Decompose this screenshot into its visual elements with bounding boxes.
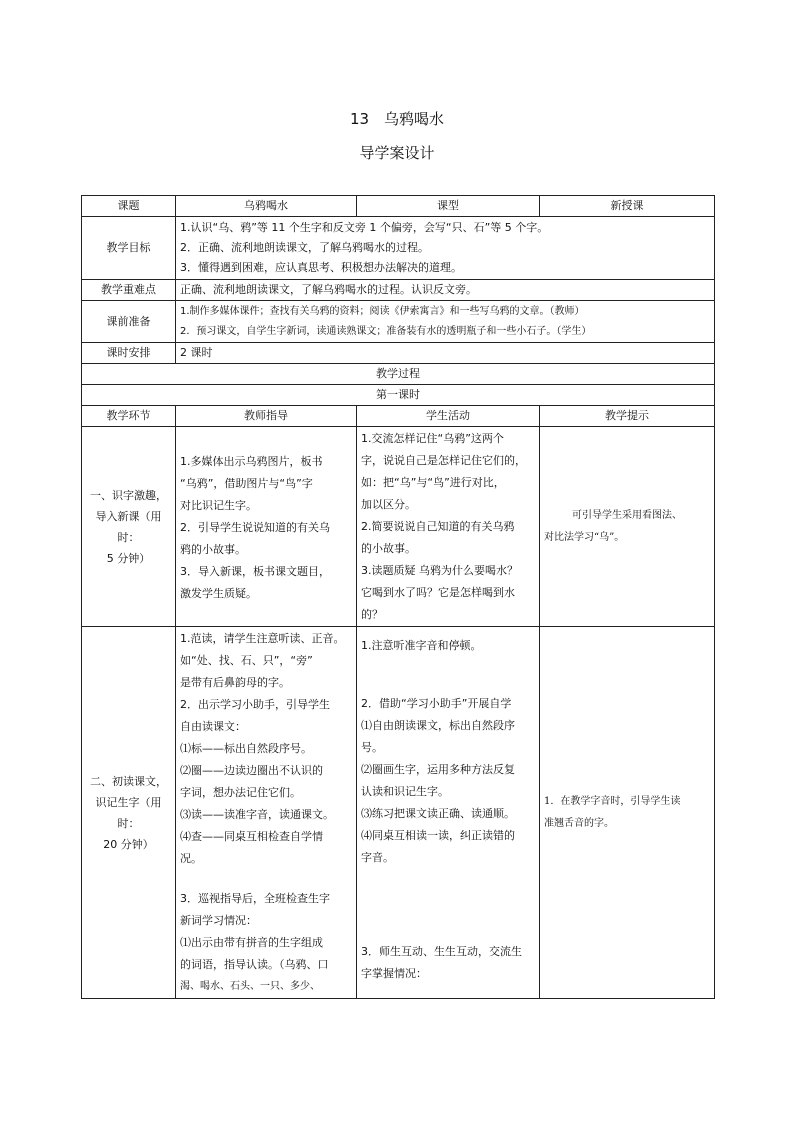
- teacher-line: 1.多媒体出示乌鸦图片，板书: [180, 455, 323, 468]
- student-line: 号。: [361, 741, 383, 754]
- teacher-line: ⑵圈——边读边圈出不认识的: [180, 764, 323, 777]
- key-label: 教学重难点: [82, 280, 176, 301]
- time-row: [82, 343, 715, 364]
- teacher-line: ⑷查——同桌互相检查自学情: [180, 830, 323, 843]
- stage-line: 识记生字（用时：: [95, 795, 162, 830]
- student-line: 加以区分。: [361, 498, 416, 511]
- teacher-cell: [176, 627, 357, 999]
- topic-label: 课题: [82, 196, 176, 217]
- student-line: [361, 905, 535, 923]
- student-cell: [357, 627, 540, 999]
- student-line: 3．师生互动、生生互动，交流生: [361, 945, 522, 958]
- student-line: [361, 923, 535, 941]
- key-value: 正确、流利地朗读课文，了解乌鸦喝水的过程。认识反文旁。: [176, 280, 715, 301]
- stage-line: 二、初读课文，: [90, 774, 167, 788]
- topic-row: [82, 196, 715, 217]
- student-line: 它喝到水了吗？它是怎样喝到水: [361, 586, 515, 599]
- teacher-line: 1.范读，请学生注意听读、正音。: [180, 632, 345, 645]
- teacher-line: ⑴标——标出自然段序号。: [180, 742, 312, 755]
- teacher-line: 况。: [180, 852, 202, 865]
- goals-row: [82, 217, 715, 280]
- time-value: 2 课时: [176, 343, 715, 364]
- stage-line: 一、识字激趣，: [90, 488, 167, 502]
- student-line: ⑶练习把课文读正确、读通顺。: [361, 807, 515, 820]
- student-line: 3.读题质疑 乌鸦为什么要喝水？: [361, 564, 518, 577]
- column-header-row: [82, 406, 715, 427]
- teacher-line: ⑶读——读准字音，读通课文。: [180, 808, 334, 821]
- column-header: 教学提示: [540, 406, 715, 427]
- lesson-plan-table: [81, 195, 715, 999]
- student-line: 如：把“乌”与“鸟”进行对比，: [361, 476, 505, 489]
- student-line: 的？: [361, 608, 383, 621]
- teacher-line: 是带有后鼻韵母的字。: [180, 676, 290, 689]
- teacher-line: 2．出示学习小助手，引导学生: [180, 698, 330, 711]
- student-line: 的小故事。: [361, 542, 416, 555]
- teacher-line: 渴、喝水、石头、一只、多少、: [180, 981, 320, 992]
- stage-cell: [82, 627, 176, 999]
- prep-item: 1.制作多媒体课件；查找有关乌鸦的资料；阅读《伊索寓言》和一些写乌鸦的文章。（教师）: [180, 305, 585, 317]
- teacher-line: “乌鸦”，借助图片与“鸟”字: [180, 477, 313, 490]
- teacher-line: 激发学生质疑。: [180, 587, 257, 600]
- teacher-line: 如“处、找、石、只”，“旁”: [180, 654, 313, 667]
- teacher-line: 的词语，指导认读。（乌鸦、口: [180, 958, 329, 971]
- student-line: 字音。: [361, 851, 394, 864]
- stage-line: 5 分钟）: [106, 551, 151, 565]
- hint-line: 1．在教学字音时，引导学生读: [544, 795, 681, 807]
- stage-cell: [82, 427, 176, 627]
- student-line: 2.简要说说自己知道的有关乌鸦: [361, 520, 515, 533]
- hint-line: 对比法学习“乌”。: [544, 531, 625, 543]
- prep-item: 2．预习课文，自学生字新词，读通读熟课文；准备装有水的透明瓶子和一些小石子。（学生）: [180, 325, 592, 337]
- document-subtitle: 导学案设计: [359, 144, 435, 162]
- lesson-title: 13 乌鸦喝水: [349, 110, 445, 128]
- student-line: 1.注意听准字音和停顿。: [361, 639, 482, 652]
- key-row: [82, 280, 715, 301]
- lesson-period-title: 第一课时: [82, 385, 715, 406]
- student-line: [361, 887, 535, 905]
- teacher-line: 新词学习情况：: [180, 914, 257, 927]
- student-line: 2．借助“学习小助手”开展自学: [361, 697, 512, 710]
- type-value: 新授课: [540, 196, 715, 217]
- teacher-cell: [176, 427, 357, 627]
- process-title: 教学过程: [82, 364, 715, 385]
- process-row: [82, 364, 715, 385]
- prep-row: [82, 301, 715, 343]
- goal-item: 1.认识“乌、鸦”等 11 个生字和反文旁 1 个偏旁，会写“只、石”等 5 个字。: [180, 221, 549, 234]
- student-line: ⑵圈画生字，运用多种方法反复: [361, 763, 515, 776]
- teacher-line: 2．引导学生说说知道的有关乌: [180, 521, 330, 534]
- table-row: [82, 627, 715, 999]
- goals-label: 教学目标: [82, 217, 176, 280]
- column-header: 学生活动: [357, 406, 540, 427]
- teacher-line: 鸦的小故事。: [180, 543, 246, 556]
- student-line: [361, 869, 535, 887]
- hint-line: 准翘舌音的字。: [544, 817, 614, 829]
- teacher-line: 对比识记生字。: [180, 499, 257, 512]
- student-line: ⑷同桌互相读一读，纠正读错的: [361, 829, 515, 842]
- student-cell: [357, 427, 540, 627]
- lesson-row: [82, 385, 715, 406]
- time-label: 课时安排: [82, 343, 176, 364]
- student-line: [361, 675, 535, 693]
- hint-cell: [540, 427, 715, 627]
- teacher-line: 3．巡视指导后，全班检查生字: [180, 892, 330, 905]
- column-header: 教师指导: [176, 406, 357, 427]
- student-line: 认读和识记生字。: [361, 785, 449, 798]
- goals-cell: [176, 217, 715, 280]
- stage-line: 导入新课（用时：: [95, 509, 162, 544]
- teacher-line: 3．导入新课，板书课文题目，: [180, 565, 330, 578]
- student-line: 字掌握情况：: [361, 967, 427, 980]
- student-line: 字，说说自己是怎样记住它们的，: [361, 454, 526, 467]
- student-line: ⑴自由朗读课文，标出自然段序: [361, 719, 515, 732]
- goal-item: 2．正确、流利地朗读课文，了解乌鸦喝水的过程。: [180, 241, 429, 254]
- teacher-line: ⑴出示由带有拼音的生字组成: [180, 936, 323, 949]
- teacher-line: [180, 870, 352, 888]
- teacher-line: 自由读课文：: [180, 720, 246, 733]
- type-label: 课型: [357, 196, 540, 217]
- table-row: [82, 427, 715, 627]
- hint-cell: [540, 627, 715, 999]
- topic-value: 乌鸦喝水: [176, 196, 357, 217]
- prep-cell: [176, 301, 715, 343]
- teacher-line: 字词，想办法记住它们。: [180, 786, 301, 799]
- hint-line: 可引导学生采用看图法、: [572, 509, 682, 521]
- column-header: 教学环节: [82, 406, 176, 427]
- student-line: [361, 657, 535, 675]
- stage-line: 20 分钟）: [103, 837, 154, 851]
- student-line: 1.交流怎样记住“乌鸦”这两个: [361, 432, 504, 445]
- goal-item: 3．懂得遇到困难，应认真思考、积极想办法解决的道理。: [180, 261, 462, 274]
- prep-label: 课前准备: [82, 301, 176, 343]
